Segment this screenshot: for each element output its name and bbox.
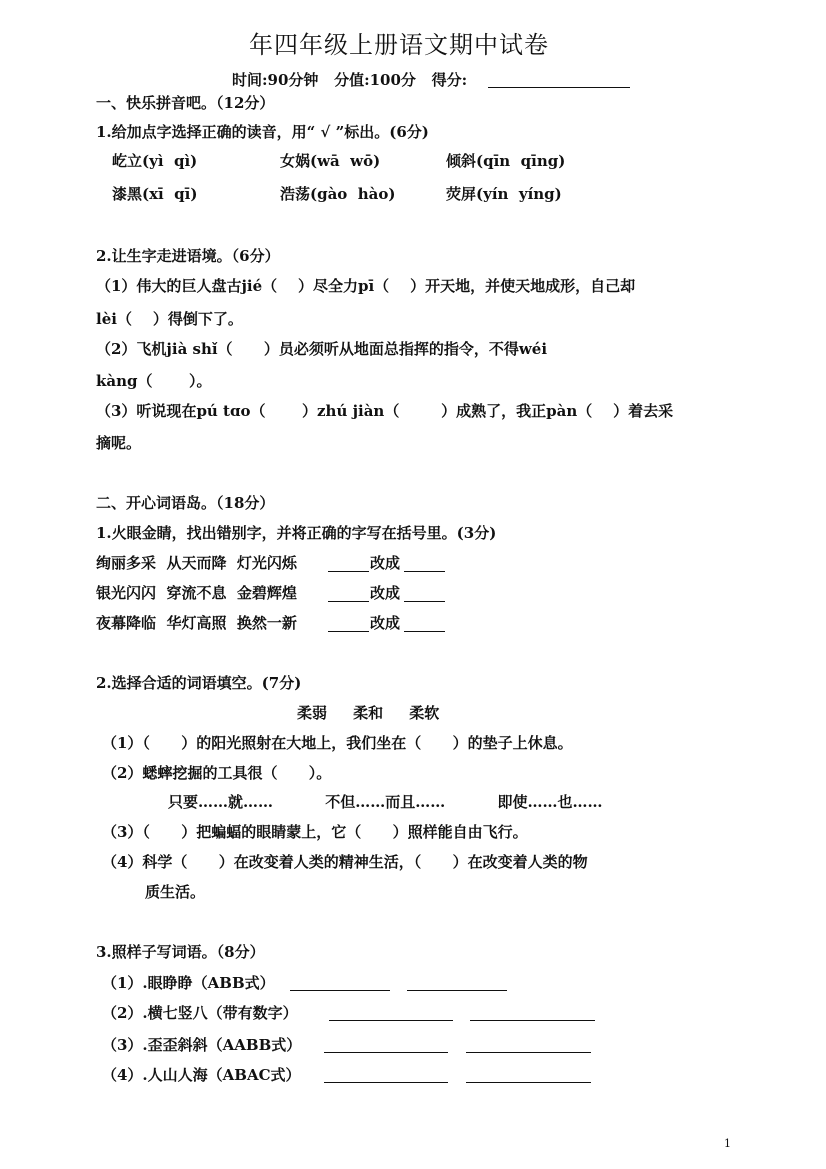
s1-q2-line: （3）听说现在pú tɑo（ ）zhú jiàn（ ）成熟了，我正pàn（ ）着去采 <box>96 402 674 420</box>
pinyin-item[interactable]: 女娲(wā wō) <box>280 152 381 170</box>
typo-blank[interactable] <box>328 601 369 602</box>
s2-q2-line: 质生活。 <box>145 883 206 901</box>
pinyin-item[interactable]: 屹立(yì qì) <box>112 152 198 170</box>
answer-blank[interactable] <box>466 1052 591 1053</box>
s2-q2-line: （4）科学（ ）在改变着人类的精神生活，（ ）在改变着人类的物 <box>102 853 588 871</box>
answer-blank[interactable] <box>329 1020 453 1021</box>
typo-blank[interactable] <box>328 571 369 572</box>
s2-q2-line: （3）（ ）把蝙蝠的眼睛蒙上，它（ ）照样能自由飞行。 <box>102 823 528 841</box>
score-blank[interactable] <box>488 87 630 88</box>
section1-heading: 一、快乐拼音吧。（12分） <box>96 94 275 112</box>
s2-q2-prompt: 2.选择合适的词语填空。(7分) <box>96 674 302 692</box>
s1-q2-line: kàng（ ）。 <box>96 372 212 390</box>
typo-blank[interactable] <box>404 631 445 632</box>
answer-blank[interactable] <box>407 990 507 991</box>
s2-q2-line: （2）蟋蟀挖掘的工具很（ ）。 <box>102 764 332 782</box>
typo-row-mid: 改成 <box>370 584 401 602</box>
answer-blank[interactable] <box>470 1020 595 1021</box>
answer-blank[interactable] <box>290 990 390 991</box>
s1-q2-line: 摘呢。 <box>96 434 142 452</box>
s1-q2-prompt: 2.让生字走进语境。（6分） <box>96 247 280 265</box>
conjunction-options: 只要……就…… 不但……而且…… 即使……也…… <box>168 793 603 811</box>
typo-row-words: 银光闪闪 穿流不息 金碧辉煌 <box>96 584 297 602</box>
pattern-item: （2）.横七竖八（带有数字） <box>102 1004 298 1022</box>
page-number: 1 <box>724 1137 731 1150</box>
pattern-item: （4）.人山人海（ABAC式） <box>102 1066 301 1084</box>
s1-q2-line: （2）飞机jià shǐ（ ）员必须听从地面总指挥的指令，不得wéi <box>96 340 548 358</box>
typo-blank[interactable] <box>404 601 445 602</box>
answer-blank[interactable] <box>324 1082 448 1083</box>
s2-q2-line: （1）（ ）的阳光照射在大地上，我们坐在（ ）的垫子上休息。 <box>102 734 573 752</box>
page-title: 年四年级上册语文期中试卷 <box>249 31 549 59</box>
pinyin-item[interactable]: 浩荡(gào hào) <box>280 185 396 203</box>
s2-q3-prompt: 3.照样子写词语。（8分） <box>96 943 265 961</box>
typo-row-words: 绚丽多采 从天而降 灯光闪烁 <box>96 554 297 572</box>
s2-q1-prompt: 1.火眼金睛，找出错别字，并将正确的字写在括号里。(3分) <box>96 524 497 542</box>
typo-blank[interactable] <box>328 631 369 632</box>
typo-blank[interactable] <box>404 571 445 572</box>
pattern-item: （3）.歪歪斜斜（AABB式） <box>102 1036 302 1054</box>
exam-meta: 时间:90分钟 分值:100分 得分: <box>232 71 468 89</box>
s1-q1-prompt: 1.给加点字选择正确的读音，用“ √ ”标出。(6分) <box>96 123 429 141</box>
pinyin-item[interactable]: 倾斜(qīn qīng) <box>446 152 566 170</box>
answer-blank[interactable] <box>466 1082 591 1083</box>
s1-q2-line: （1）伟大的巨人盘古jié（ ）尽全力pī（ ）开天地，并使天地成形，自己却 <box>96 277 636 295</box>
answer-blank[interactable] <box>324 1052 448 1053</box>
typo-row-words: 夜幕降临 华灯高照 换然一新 <box>96 614 297 632</box>
pinyin-item[interactable]: 漆黑(xī qī) <box>112 185 198 203</box>
s1-q2-line: lèi（ ）得倒下了。 <box>96 310 243 328</box>
typo-row-mid: 改成 <box>370 554 401 572</box>
pattern-item: （1）.眼睁睁（ABB式） <box>102 974 275 992</box>
pinyin-item[interactable]: 荧屏(yín yíng) <box>446 185 562 203</box>
section2-heading: 二、开心词语岛。（18分） <box>96 494 275 512</box>
word-options: 柔弱 柔和 柔软 <box>297 704 440 722</box>
typo-row-mid: 改成 <box>370 614 401 632</box>
